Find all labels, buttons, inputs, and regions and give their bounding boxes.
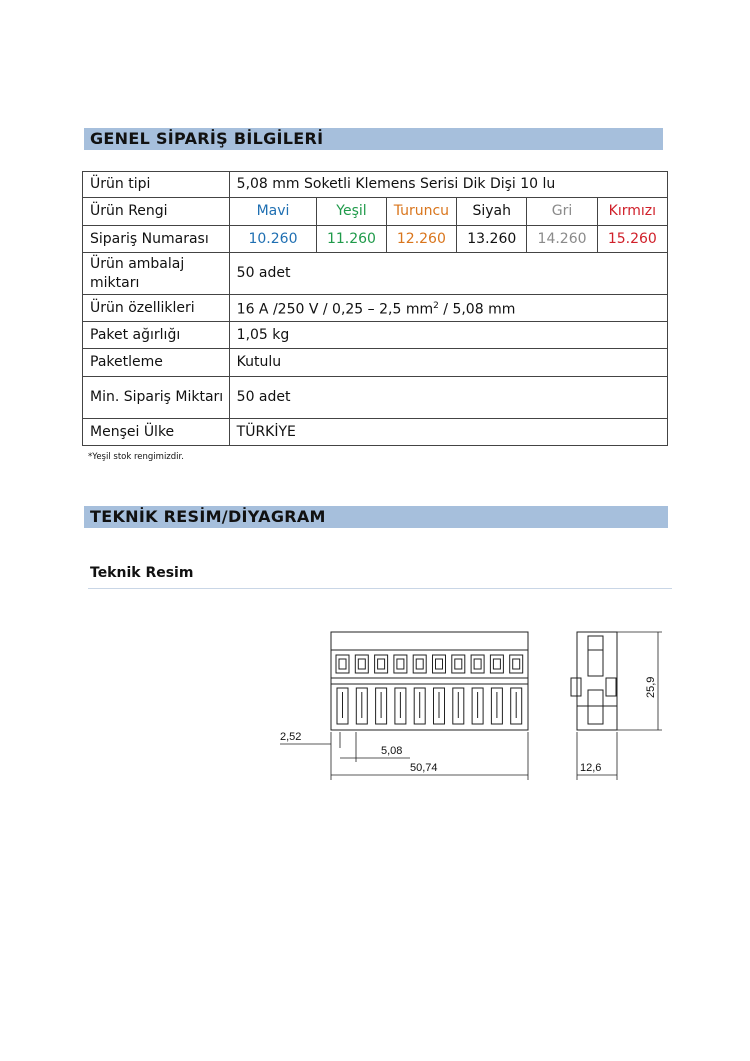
color-cell: Gri <box>527 198 597 226</box>
pin-socket-top <box>336 655 349 673</box>
order-number-cell: 10.260 <box>229 226 317 253</box>
value-min-order: 50 adet <box>229 377 667 419</box>
order-number-cell: 13.260 <box>457 226 527 253</box>
pin-socket-top <box>355 655 368 673</box>
pin-socket-inner <box>474 659 481 669</box>
pin-socket-top <box>394 655 407 673</box>
features-text: 16 A /250 V / 0,25 – 2,5 mm <box>236 301 434 318</box>
order-number-cell: 12.260 <box>386 226 457 253</box>
color-cell: Siyah <box>457 198 527 226</box>
pin-socket-inner <box>513 659 520 669</box>
order-info-table <box>82 171 668 446</box>
front-view <box>331 632 528 730</box>
pin-socket-top <box>375 655 388 673</box>
pin-socket-inner <box>416 659 423 669</box>
table-row <box>83 419 668 446</box>
pin-socket-top <box>510 655 523 673</box>
value-package-weight: 1,05 kg <box>229 322 667 349</box>
pin-socket-inner <box>455 659 462 669</box>
value-packaging-qty: 50 adet <box>229 253 667 295</box>
dim-height: 25,9 <box>645 676 657 698</box>
color-cell: Yeşil <box>317 198 386 226</box>
side-view <box>571 632 617 730</box>
order-number-cell: 14.260 <box>527 226 597 253</box>
label-origin: Menşei Ülke <box>83 419 230 446</box>
section-title-technical-drawing: TEKNİK RESİM/DİYAGRAM <box>84 506 668 528</box>
label-features: Ürün özellikleri <box>83 295 230 322</box>
value-features <box>229 295 667 322</box>
table-row <box>83 253 668 295</box>
pin-socket-top <box>490 655 503 673</box>
features-superscript: 2 <box>433 300 439 311</box>
subtitle-divider <box>88 588 672 589</box>
table-row <box>83 295 668 322</box>
pin-socket-top <box>413 655 426 673</box>
pin-socket-top <box>433 655 446 673</box>
pin-socket-inner <box>339 659 346 669</box>
label-min-order: Min. Sipariş Miktarı <box>83 377 230 419</box>
technical-drawing <box>270 620 670 790</box>
table-row <box>83 377 668 419</box>
table-row <box>83 349 668 377</box>
dim-length: 50,74 <box>410 762 438 774</box>
pin-socket-top <box>471 655 484 673</box>
pin-socket-inner <box>358 659 365 669</box>
section-title-general-order-info: GENEL SİPARİŞ BİLGİLERİ <box>84 128 663 150</box>
color-cell: Kırmızı <box>597 198 667 226</box>
order-number-cell: 11.260 <box>317 226 386 253</box>
label-packaging-qty: Ürün ambalaj miktarı <box>83 253 230 295</box>
label-order-number: Sipariş Numarası <box>83 226 230 253</box>
label-packaging: Paketleme <box>83 349 230 377</box>
label-product-color: Ürün Rengi <box>83 198 230 226</box>
dim-depth: 12,6 <box>580 762 602 774</box>
features-text-end: / 5,08 mm <box>438 301 516 318</box>
order-number-cell: 15.260 <box>597 226 667 253</box>
color-cell: Turuncu <box>386 198 457 226</box>
table-row <box>83 172 668 198</box>
value-origin: TÜRKİYE <box>229 419 667 446</box>
dim-offset: 2,52 <box>280 731 302 743</box>
label-product-type: Ürün tipi <box>83 172 230 198</box>
label-package-weight: Paket ağırlığı <box>83 322 230 349</box>
pin-socket-top <box>452 655 465 673</box>
pin-socket-inner <box>378 659 385 669</box>
value-packaging: Kutulu <box>229 349 667 377</box>
pin-socket-inner <box>397 659 404 669</box>
pin-socket-inner <box>493 659 500 669</box>
color-cell: Mavi <box>229 198 317 226</box>
table-row <box>83 198 668 226</box>
stock-color-note: *Yeşil stok rengimizdir. <box>88 452 184 462</box>
table-row <box>83 226 668 253</box>
value-product-type: 5,08 mm Soketli Klemens Serisi Dik Dişi 10 lu <box>229 172 667 198</box>
pin-socket-inner <box>436 659 443 669</box>
technical-drawing-subtitle: Teknik Resim <box>90 565 194 581</box>
table-row <box>83 322 668 349</box>
dim-pitch: 5,08 <box>381 745 403 757</box>
